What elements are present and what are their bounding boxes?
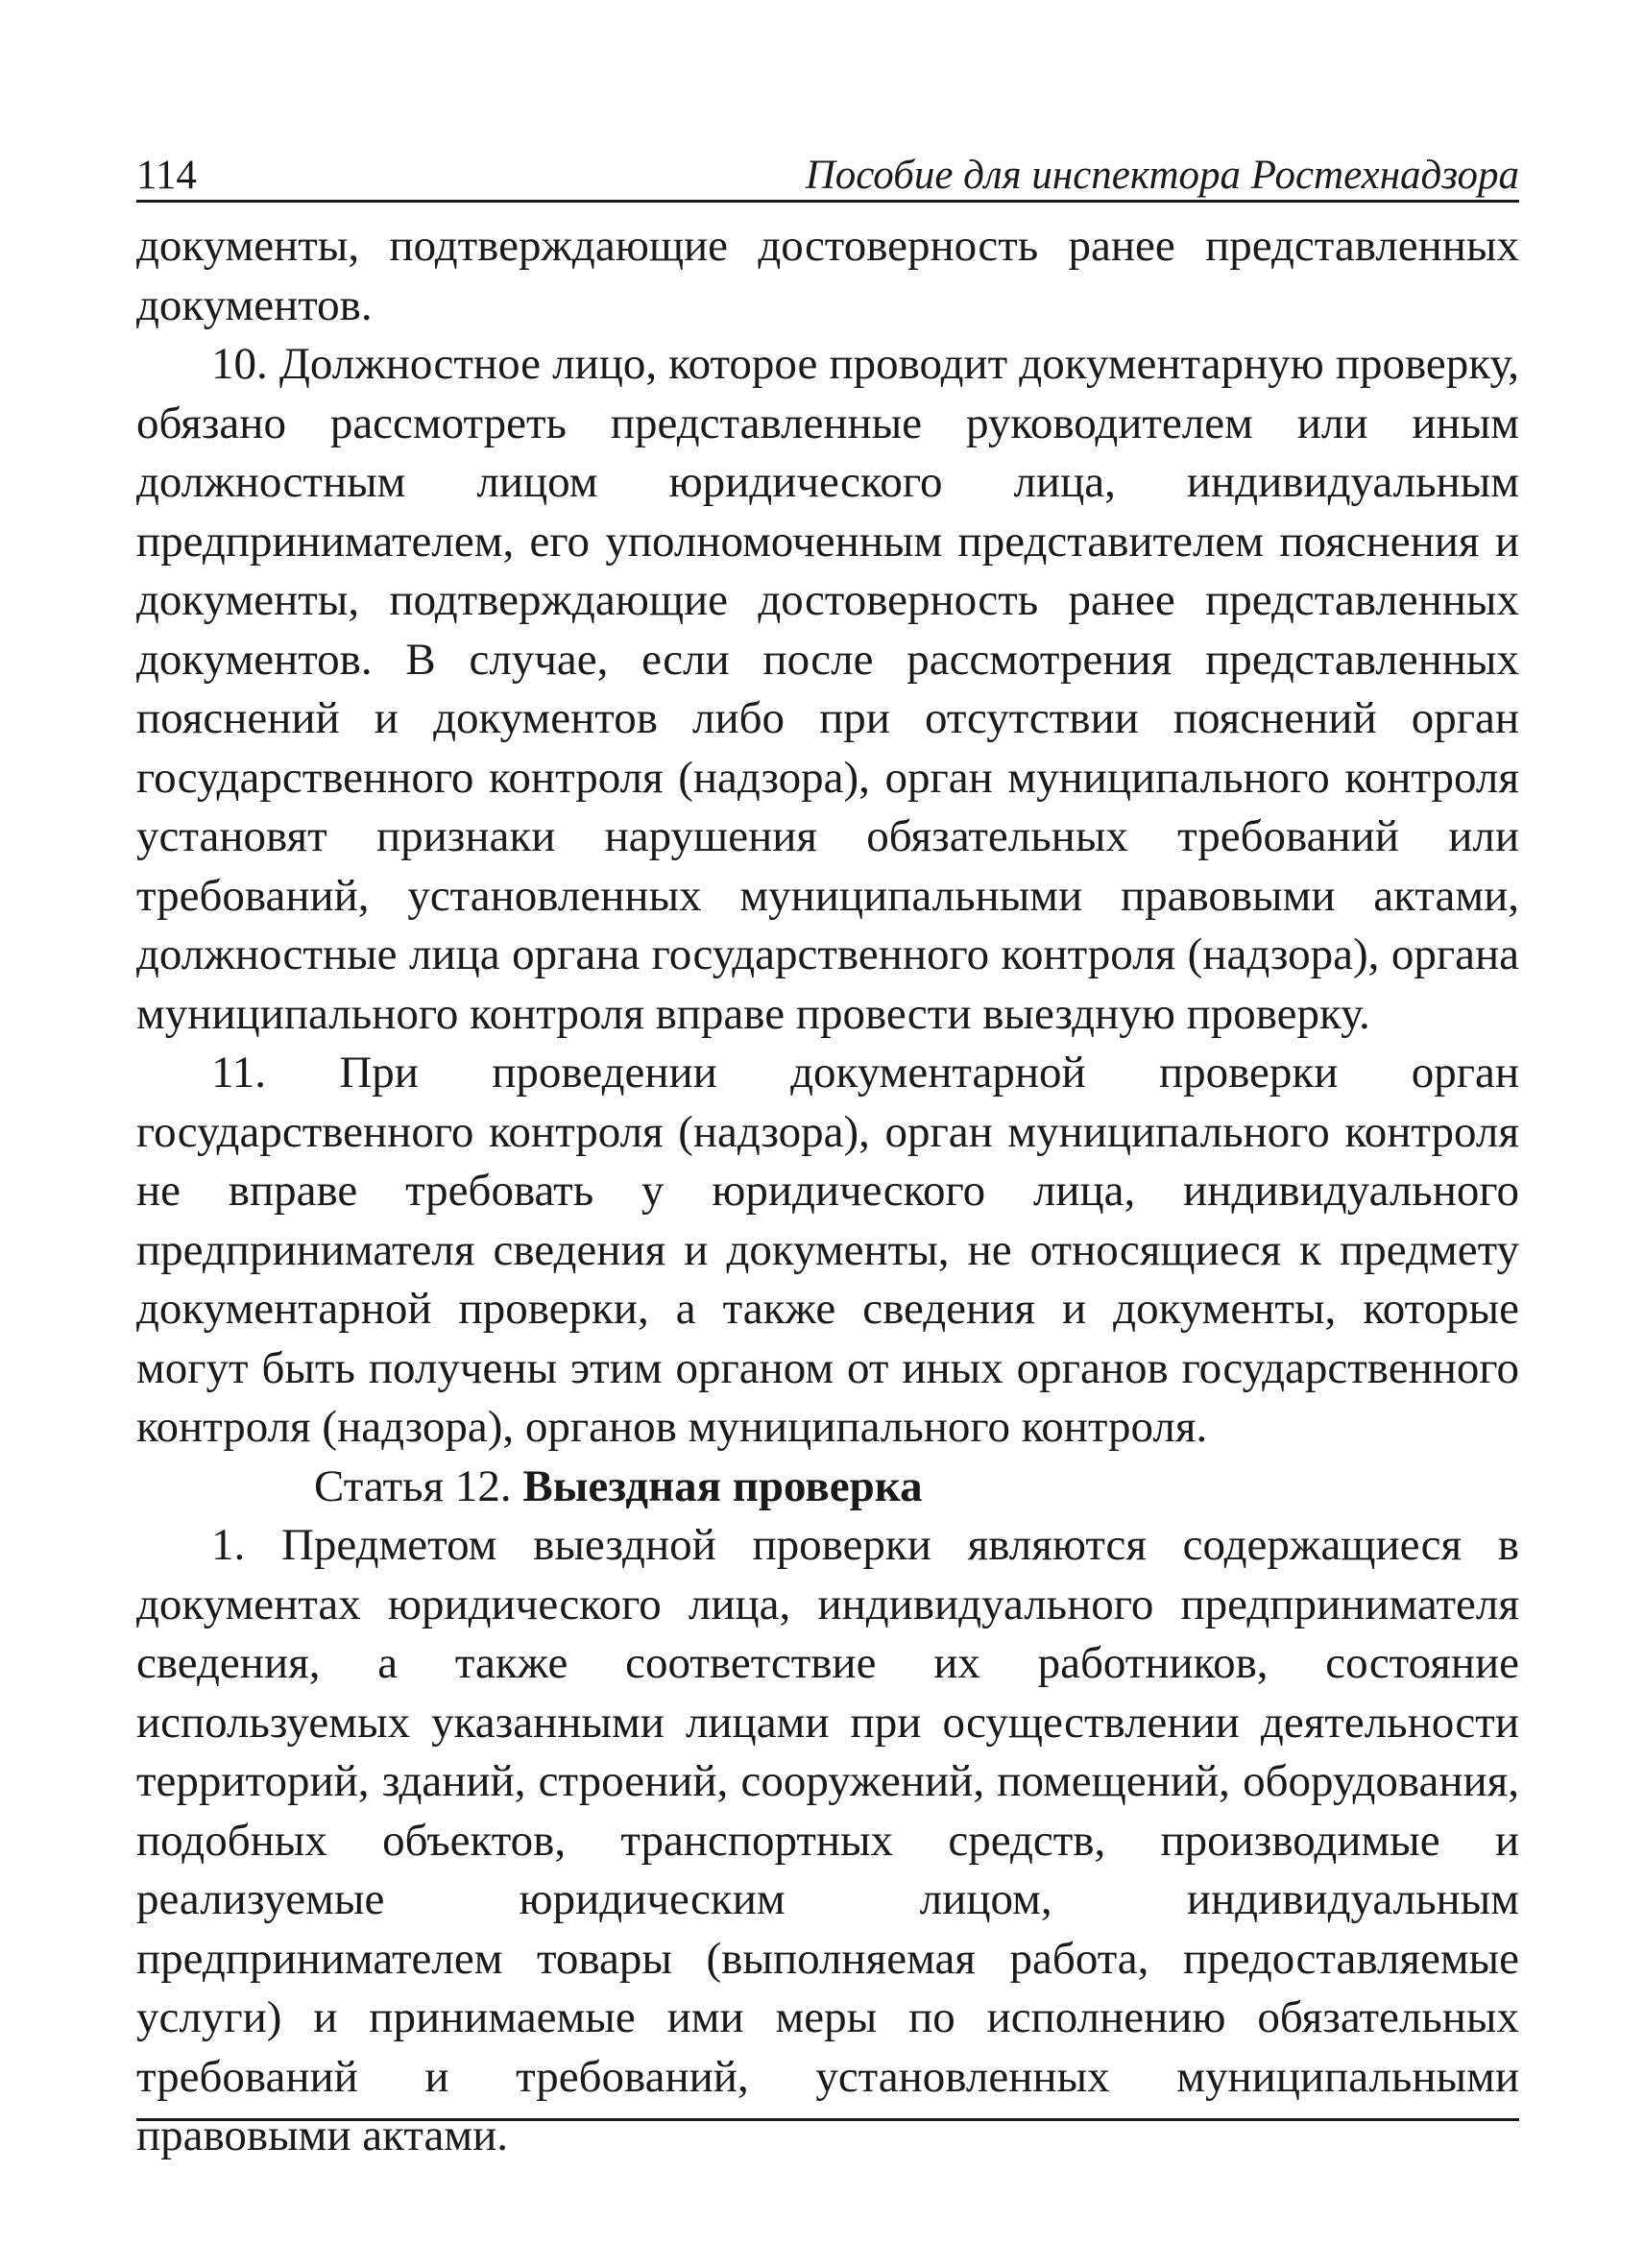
paragraph-continuation: документы, подтверждающие достоверность ранее представленных документов.	[136, 221, 1519, 330]
article-paragraph-1: 1. Предметом выездной проверки являются содержащиеся в документах юридического лица, индивидуального предпринимателя сведения, а также соответствие их работников, состояние используемых указанными лицами при осуществлении деятельности территорий, зданий, строений, сооружений, помещений, оборудования, подобных объектов, транспортных средств, производимые и реализуемые юридическим лицом, индивидуальным предпринимателем товары (выполняемая работа, предоставляемые услуги) и принимаемые ими меры по исполнению обязательных требований и требований, установленных муниципальными правовыми актами.	[136, 1520, 1519, 2160]
body-text	[136, 217, 1519, 2166]
footer-rule	[136, 2118, 1519, 2121]
paragraph-11: 11. При проведении документарной проверки орган государственного контроля (надзора), орган муниципального контроля не вправе требовать у юридического лица, индивидуального предпринимателя сведения и документы, не относящиеся к предмету документарной проверки, а также сведения и документы, которые могут быть получены этим органом от иных органов государственного контроля (надзора), органов муниципального контроля.	[136, 1048, 1519, 1452]
running-header	[136, 144, 1519, 203]
page-number: 114	[136, 153, 197, 198]
article-heading	[136, 1458, 1519, 1517]
paragraph-10: 10. Должностное лицо, которое проводит документарную проверку, обязано рассмотреть представленные руководителем или иным должностным лицом юридического лица, индивидуальным предпринимателем, его уполномоченным представителем пояснения и документы, подтверждающие достоверность ранее представленных документов. В случае, если после рассмотрения представленных пояснений и документов либо при отсутствии пояснений орган государственного контроля (надзора), орган муниципального контроля установят признаки нарушения обязательных требований или требований, установленных муниципальными правовыми актами, должностные лица органа государственного контроля (надзора), органа муниципального контроля вправе провести выездную проверку.	[136, 339, 1519, 1039]
article-label: Статья 12.	[314, 1460, 512, 1511]
article-title: Выездная проверка	[522, 1460, 923, 1511]
book-title: Пособие для инспектора Ростехнадзора	[805, 153, 1519, 198]
